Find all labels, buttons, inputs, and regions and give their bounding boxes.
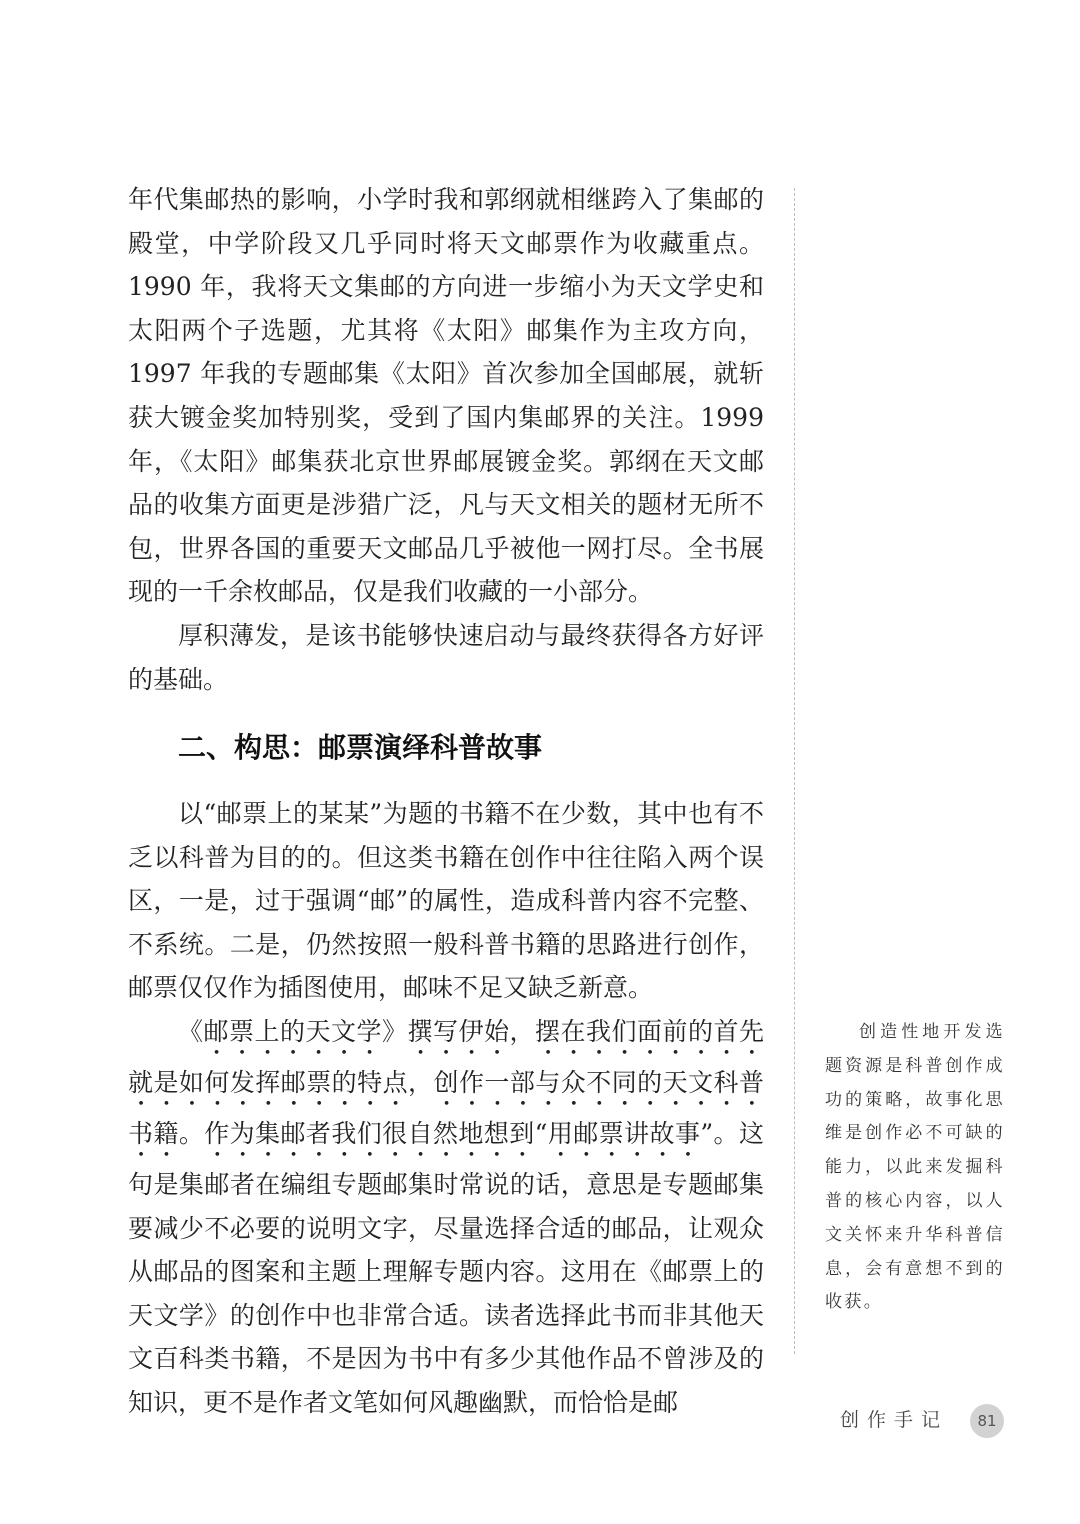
paragraph-misconceptions: 以“邮票上的某某”为题的书籍不在少数，其中也有不乏以科普为目的的。但这类书籍在创作中往往陷入两个误区，一是，过于强调“邮”的属性，造成科普内容不完整、不系统。二是，仍然按照一般科普书籍的思路进行创作，邮票仅仅作为插图使用，邮味不足又缺乏新意。 — [128, 799, 764, 1003]
paragraph-foundation: 厚积薄发，是该书能够快速启动与最终获得各方好评的基础。 — [128, 620, 764, 694]
body-text-section — [128, 792, 764, 1425]
emphasized-text: 《邮票上的天文学》撰写伊始，摆在我们面前的首先就是如何发挥邮票的特点，创作一部与众不同的天文科普书籍。作为集邮者我们很自然地想到“用邮票讲故事” — [128, 1016, 764, 1148]
paragraph-storytelling — [128, 1010, 764, 1425]
section-heading: 二、构思：邮票演绎科普故事 — [178, 731, 543, 764]
body-text-top — [128, 178, 764, 701]
column-divider — [794, 188, 795, 1354]
page-number-badge: 81 — [970, 1404, 1004, 1438]
paragraph-continued: 年代集邮热的影响，小学时我和郭纲就相继跨入了集邮的殿堂，中学阶段又几乎同时将天文邮票作为收藏重点。1990 年，我将天文集邮的方向进一步缩小为天文学史和太阳两个子选题，尤其将《太阳》邮集作为主攻方向，1997 年我的专题邮集《太阳》首次参加全国邮展，就斩获大镀金奖加特别奖，受到了国内集邮界的关注。1999 年，《太阳》邮集获北京世界邮展镀金奖。郭纲在天文邮品的收集方面更是涉猎广泛，凡与天文相关的题材无所不包，世界各国的重要天文邮品几乎被他一网打尽。全书展现的一千余枚邮品，仅是我们收藏的一小部分。 — [128, 185, 764, 607]
paragraph-rest: 。这句是集邮者在编组专题邮集时常说的话，意思是专题邮集要减少不必要的说明文字，尽量选择合适的邮品，让观众从邮品的图案和主题上理解专题内容。这用在《邮票上的天文学》的创作中也非常合适。读者选择此书而非其他天文百科类书籍，不是因为书中有多少其他作品不曾涉及的知识，更不是作者文笔如何风趣幽默，而恰恰是邮 — [128, 1118, 764, 1417]
footer-section-label: 创作手记 — [840, 1409, 949, 1431]
margin-note — [825, 1016, 1005, 1320]
margin-note-text: 创造性地开发选题资源是科普创作成功的策略，故事化思维是创作必不可缺的能力，以此来发掘科普的核心内容，以人文关怀来升华科普信息，会有意想不到的收获。 — [825, 1022, 1005, 1313]
